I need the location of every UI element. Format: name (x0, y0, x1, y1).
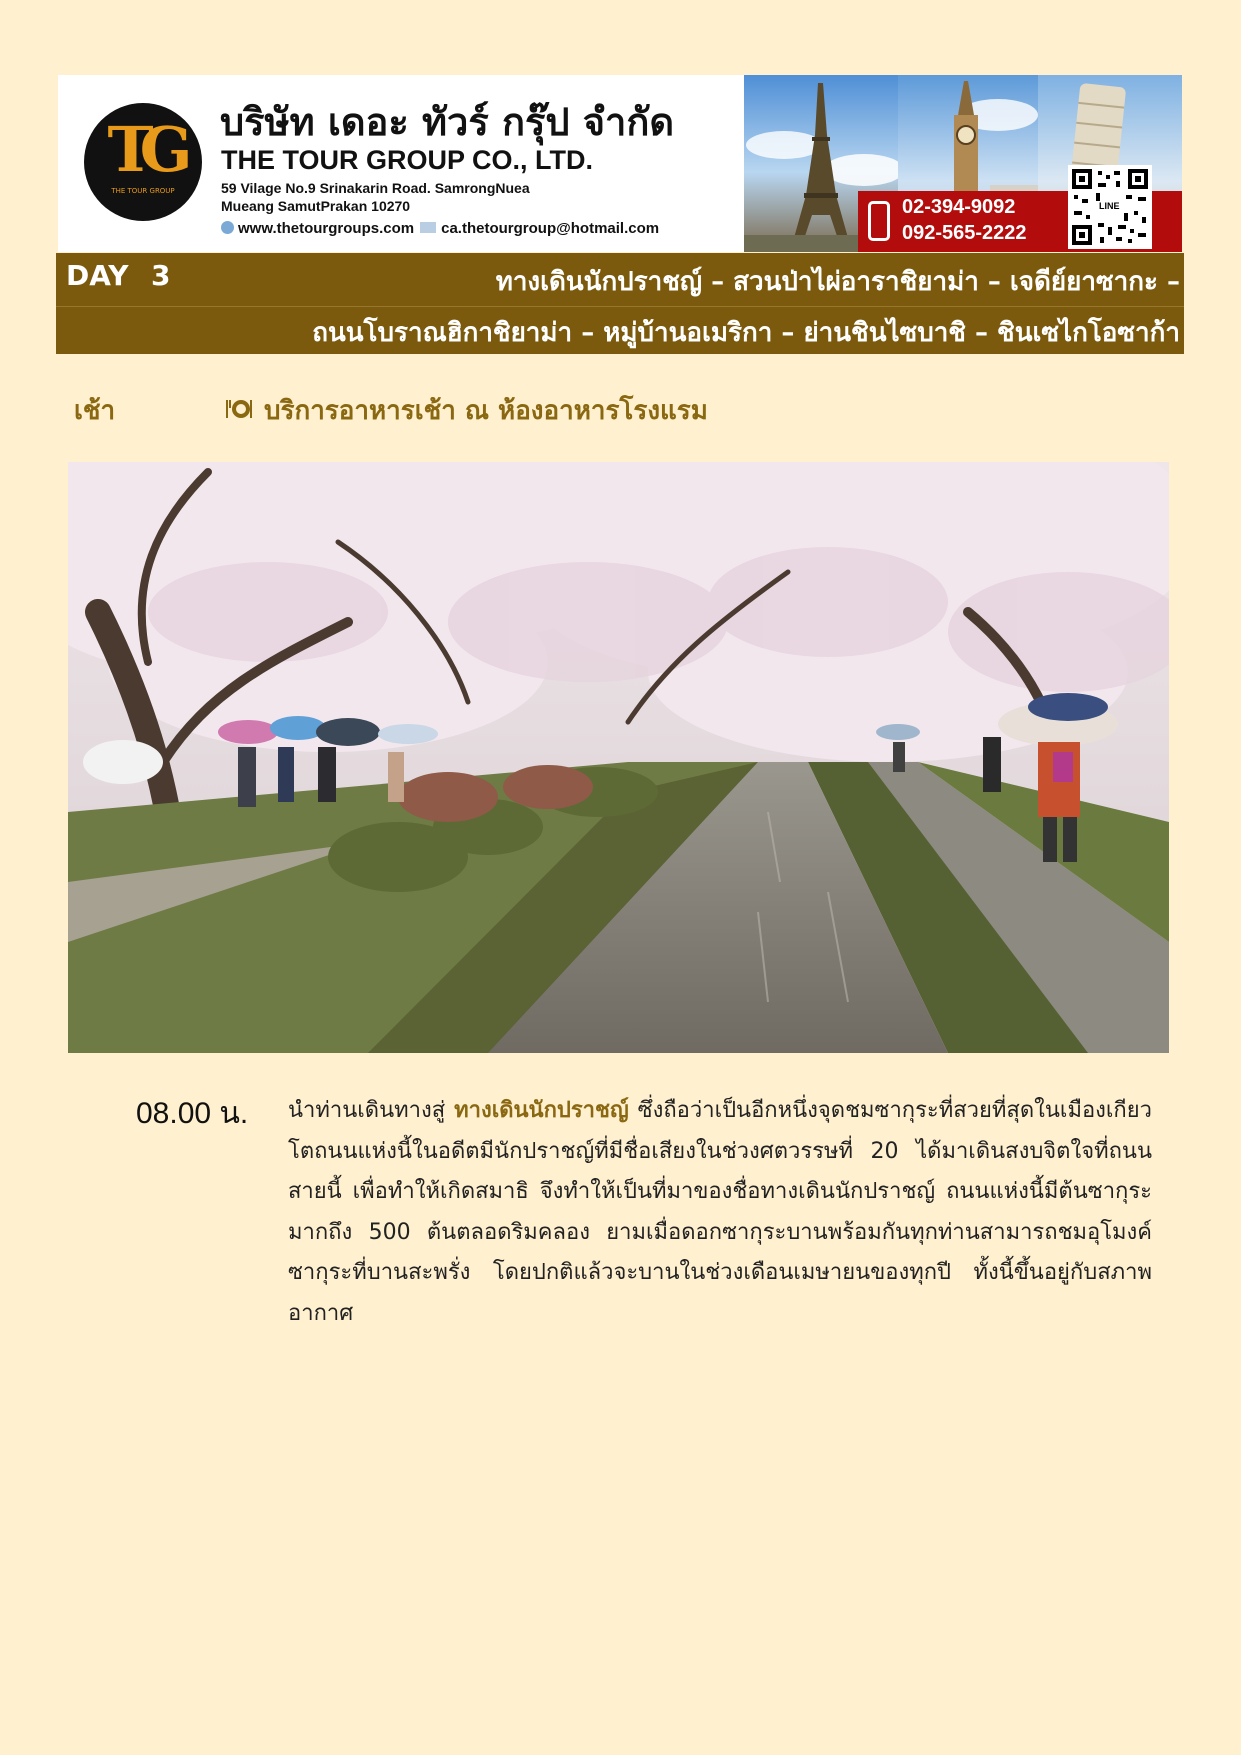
company-name-english: THE TOUR GROUP CO., LTD. (221, 145, 594, 175)
day-title-bar (56, 253, 1184, 354)
phone-icon (868, 201, 890, 241)
route-line-2: ถนนโบราณฮิกาชิยาม่า – หมู่บ้านอเมริกา – ย่านชินไซบาชิ – ชินเซไกโอซาก้า (312, 318, 1180, 348)
itinerary-description (288, 1091, 1152, 1334)
company-logo (84, 103, 202, 221)
itinerary-intro: นำท่านเดินทางสู่ (288, 1098, 455, 1123)
contact-line (221, 220, 659, 237)
phone-number-1[interactable]: 02-394-9092 (902, 196, 1016, 218)
itinerary-highlight: ทางเดินนักปราชญ์ (454, 1098, 629, 1123)
landmark-photos (744, 75, 1182, 252)
day-label: DAY (66, 259, 129, 292)
day-number: 3 (151, 259, 171, 292)
email-icon (420, 222, 436, 233)
qr-label: LINE (1099, 201, 1120, 211)
globe-icon (221, 221, 234, 234)
company-header (58, 75, 1182, 252)
itinerary-time: 08.00 น. (136, 1097, 249, 1130)
itinerary-body: ซึ่งถือว่าเป็นอีกหนึ่งจุดชมซากุระที่สวยที่สุดในเมืองเกียวโตถนนแห่งนี้ในอดีตมีนักปราชญ์ที่มีชื่อเสียงในช่วงศตวรรษที่ 20 ได้มาเดินสงบจิตใจที่ถนนสายนี้ เพื่อทำให้เกิดสมาธิ จึงทำให้เป็นที่มาของชื่อทางเดินนักปราชญ์ ถนนแห่งนี้มีต้นซากุระมากถึง 500 ต้นตลอดริมคลอง ยามเมื่อดอกซากุระบานพร้อมกันทุกท่านสามารถชมอุโมงค์ซากุระที่บานสะพรั่ง โดยปกติแล้วจะบานในช่วงเดือนเมษายนของทุกปี ทั้งนี้ขึ้นอยู่กับสภาพอากาศ (288, 1098, 1152, 1326)
website-link[interactable]: www.thetourgroups.com (238, 220, 415, 237)
meal-description: บริการอาหารเช้า ณ ห้องอาหารโรงแรม (264, 396, 708, 426)
company-name-thai: บริษัท เดอะ ทัวร์ กรุ๊ป จำกัด (220, 100, 675, 144)
cherry-blossom-canal-image (68, 462, 1169, 1053)
address-line-2: Mueang SamutPrakan 10270 (221, 198, 411, 214)
philosophers-path-photo (68, 462, 1169, 1053)
meal-time-label: เช้า (74, 396, 116, 426)
email-link[interactable]: ca.thetourgroup@hotmail.com (441, 220, 660, 237)
phone-number-2[interactable]: 092-565-2222 (902, 222, 1027, 244)
day-bar-divider (56, 306, 1184, 307)
logo-letters: TG (107, 113, 179, 186)
route-line-1: ทางเดินนักปราชญ์ – สวนป่าไผ่อาราชิยาม่า – เจดีย์ยาซากะ – (495, 267, 1180, 297)
meal-icon (226, 398, 252, 420)
logo-caption: THE TOUR GROUP (111, 187, 175, 195)
address-line-1: 59 Vilage No.9 Srinakarin Road. SamrongNuea (221, 180, 530, 196)
line-qr-code[interactable] (1068, 165, 1152, 249)
